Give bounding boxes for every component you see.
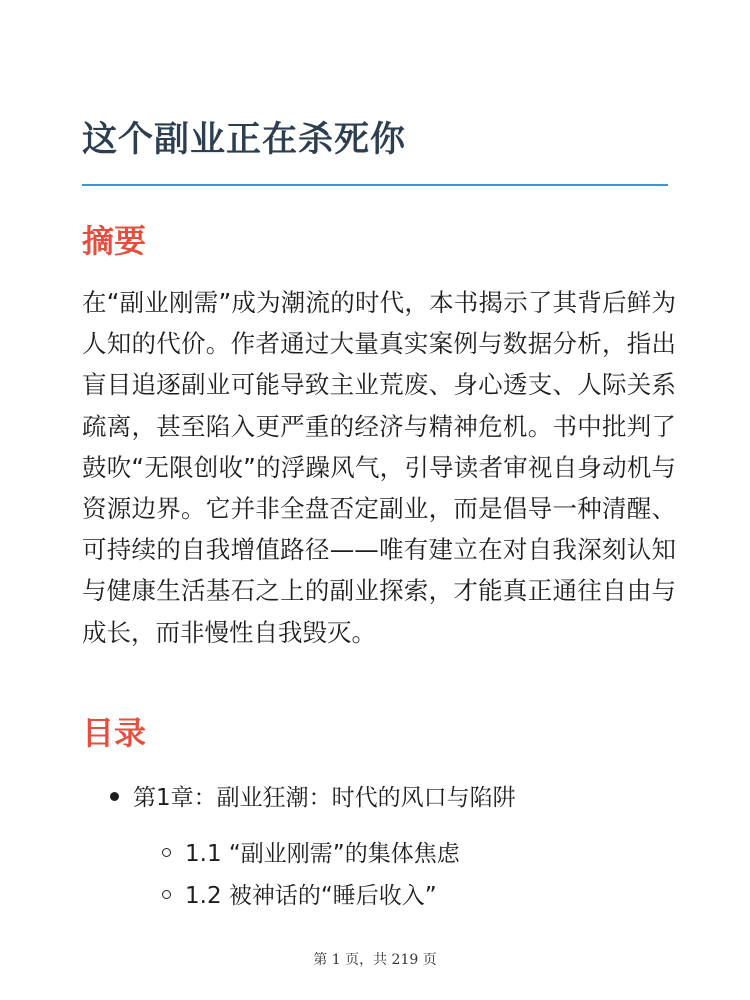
title-divider (82, 184, 668, 186)
bullet-disc-icon (110, 792, 119, 801)
page-footer: 第 1 页，共 219 页 (313, 952, 437, 968)
page-title: 这个副业正在杀死你 (82, 120, 407, 160)
abstract-heading: 摘要 (82, 222, 147, 260)
abstract-paragraph: 在“副业刚需”成为潮流的时代，本书揭示了其背后鲜为人知的代价。作者通过大量真实案例与数据分析，指出盲目追逐副业可能导致主业荒废、身心透支、人际关系疏离，甚至陷入更严重的经济与精神危机。书中批判了鼓吹“无限创收”的浮躁风气，引导读者审视自身动机与资源边界。它并非全盘否定副业，而是倡导一种清醒、可持续的自我增值路径——唯有建立在对自我深刻认知与健康生活基石之上的副业探索，才能真正通往自由与成长，而非慢性自我毁灭。 (82, 288, 676, 647)
toc-heading: 目录 (82, 714, 147, 752)
bullet-circle-icon (162, 890, 171, 899)
toc-section-label: 1.2 被神话的“睡后收入” (185, 883, 437, 909)
bullet-circle-icon (162, 848, 171, 857)
toc-chapter-item (110, 778, 516, 818)
toc-section-item (162, 876, 437, 916)
toc-chapter-label: 第1章：副业狂潮：时代的风口与陷阱 (133, 785, 516, 811)
toc-section-label: 1.1 “副业刚需”的集体焦虑 (185, 841, 460, 867)
toc-section-item (162, 834, 460, 874)
